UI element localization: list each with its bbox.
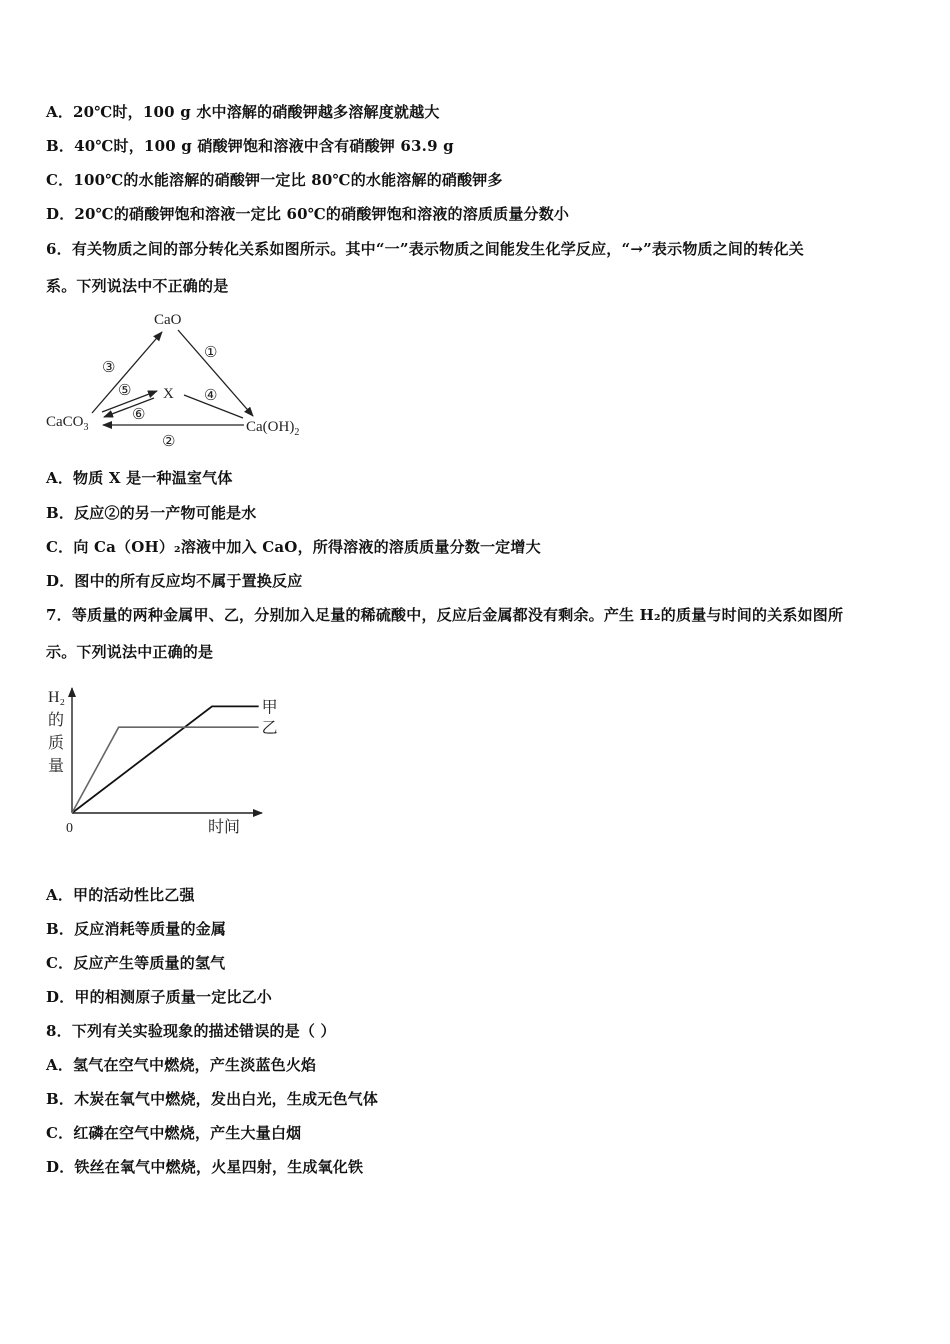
- label-1: ①: [204, 345, 218, 361]
- node-caco3: CaCO$_3$: [46, 414, 89, 433]
- q6-option-b: B．反应②的另一产物可能是水: [46, 504, 257, 522]
- series-label-yi: 乙: [261, 720, 278, 738]
- q6-option-a: A．物质 X 是一种温室气体: [46, 469, 233, 487]
- q5-option-d: D．20℃的硝酸钾饱和溶液一定比 60℃的硝酸钾饱和溶液的溶质质量分数小: [46, 205, 570, 223]
- y-label-line-2: 的: [48, 712, 65, 729]
- series-label-jia: 甲: [261, 699, 278, 717]
- q8-option-a: A．氢气在空气中燃烧，产生淡蓝色火焰: [46, 1056, 317, 1074]
- node-x: X: [163, 386, 174, 402]
- q8-stem: 8．下列有关实验现象的描述错误的是（ ）: [46, 1022, 336, 1040]
- origin-label: 0: [66, 821, 73, 836]
- q7-h2-time-chart: [40, 680, 280, 840]
- label-6: ⑥: [132, 407, 146, 423]
- y-label-line-1: H₂: [48, 689, 66, 706]
- q7-stem-line2: 示。下列说法中正确的是: [46, 643, 214, 661]
- x-axis-label: 时间: [208, 819, 241, 836]
- q8-option-b: B．木炭在氧气中燃烧，发出白光，生成无色气体: [46, 1090, 379, 1108]
- series-line-yi: [72, 727, 259, 813]
- q7-option-c: C．反应产生等质量的氢气: [46, 954, 226, 972]
- q6-option-d: D．图中的所有反应均不属于置换反应: [46, 572, 303, 590]
- label-3: ③: [102, 360, 116, 376]
- q7-option-d: D．甲的相测原子质量一定比乙小: [46, 988, 273, 1006]
- y-label-line-4: 量: [48, 758, 65, 775]
- q6-reaction-diagram: [40, 305, 330, 455]
- q7-option-b: B．反应消耗等质量的金属: [46, 920, 227, 938]
- q5-option-b: B．40℃时，100 g 硝酸钾饱和溶液中含有硝酸钾 63.9 g: [46, 137, 454, 155]
- q8-option-c: C．红磷在空气中燃烧，产生大量白烟: [46, 1124, 302, 1142]
- label-4: ④: [204, 388, 218, 404]
- node-cao: CaO: [154, 312, 182, 328]
- q8-option-d: D．铁丝在氧气中燃烧，火星四射，生成氧化铁: [46, 1158, 364, 1176]
- y-label-line-3: 质: [48, 735, 65, 752]
- series-line-jia: [72, 706, 259, 813]
- arrow-6: [104, 398, 154, 417]
- label-5: ⑤: [118, 383, 132, 399]
- node-caoh2: $Ca(OH)_2$: [246, 419, 300, 438]
- q5-option-a: A．20℃时，100 g 水中溶解的硝酸钾越多溶解度就越大: [46, 103, 440, 121]
- q6-stem-line2: 系。下列说法中不正确的是: [46, 277, 229, 295]
- q7-option-a: A．甲的活动性比乙强: [46, 886, 195, 904]
- q6-option-c: C．向 Ca（OH）₂溶液中加入 CaO，所得溶液的溶质质量分数一定增大: [46, 538, 541, 556]
- q7-stem-line1: 7．等质量的两种金属甲、乙，分别加入足量的稀硫酸中，反应后金属都没有剩余。产生 H₂的质量与时间的关系如图所: [46, 606, 844, 624]
- q5-option-c: C．100℃的水能溶解的硝酸钾一定比 80℃的水能溶解的硝酸钾多: [46, 171, 503, 189]
- q6-stem-line1: 6．有关物质之间的部分转化关系如图所示。其中“一”表示物质之间能发生化学反应，“→”表示物质之间的转化关: [46, 240, 804, 258]
- label-2: ②: [162, 434, 176, 450]
